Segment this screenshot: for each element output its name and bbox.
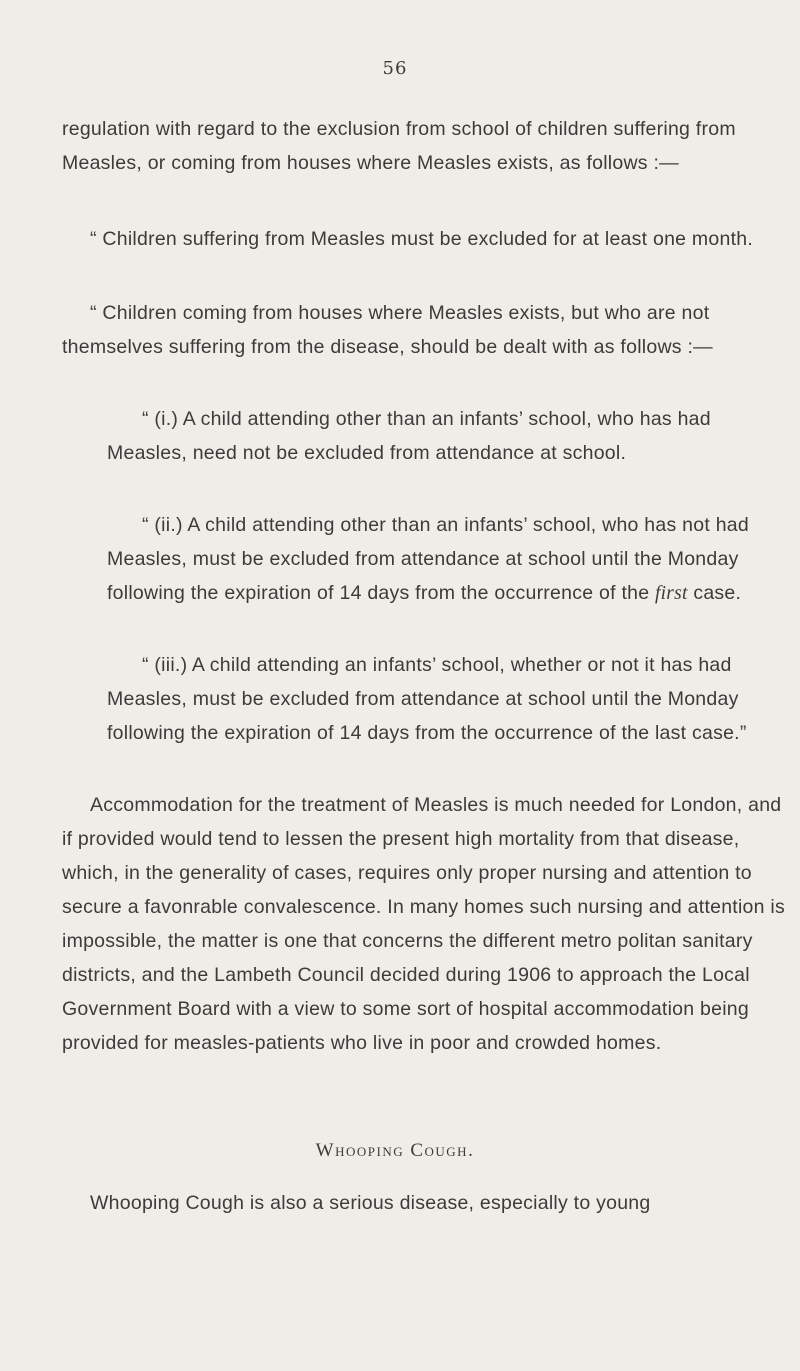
quote-2-text: “ Children coming from houses where Measles exists, but who are not themselves suffering from the disease, should be dealt with as follows :— — [62, 302, 713, 358]
sub-item-1-text: “ (i.) A child attending other than an infants’ school, who has had Measles, need not be excluded from attendance at school. — [107, 408, 711, 464]
sub-item-2-emphasis: first — [654, 583, 688, 604]
quote-1-text: “ Children suffering from Measles must be excluded for at least one month. — [90, 228, 754, 250]
sub-item-2-text — [107, 508, 795, 611]
sub-item-2 — [107, 508, 795, 611]
accommodation-text: Accommodation for the treatment of Measles is much needed for London, and if provided would tend to lessen the present high mortality from that disease, which, in the generality of cases, requires only proper nursing and attention to secure a favonrable convalescence. In many homes such nursing and attention is impossible, the matter is one that concerns the different metro politan sanitary districts, and the Lambeth Council decided during 1906 to approach the Local Government Board with a view to some sort of hospital accommodation being provided for measles-patients who live in poor and crowded homes. — [62, 794, 785, 1054]
sub-item-3-text: “ (iii.) A child attending an infants’ school, whether or not it has had Measles, must be excluded from attendance at school until the Monday following the expiration of 14 days from the occurrence of the last case.” — [107, 654, 747, 744]
quote-paragraph-1 — [62, 222, 795, 256]
intro-paragraph — [62, 112, 795, 180]
sub-item-3 — [107, 648, 795, 750]
sub-item-2-after: case. — [687, 582, 742, 604]
intro-text: regulation with regard to the exclusion from school of children suffering from Measles, or coming from houses where Measles exists, as follows :— — [62, 118, 736, 174]
whooping-paragraph — [62, 1186, 795, 1220]
section-heading: Whooping Cough. — [315, 1140, 475, 1161]
page-number: 56 — [382, 58, 408, 79]
sub-item-1 — [107, 402, 795, 470]
sub-item-2-before: “ (ii.) A child attending other than an infants’ school, who has not had Measles, must be excluded from attendance at school until the Monday following the expiration of 14 days from the occurrence of the — [107, 514, 749, 604]
whooping-text: Whooping Cough is also a serious disease, especially to young — [90, 1192, 651, 1214]
accommodation-paragraph — [62, 788, 795, 1060]
quote-paragraph-2 — [62, 296, 795, 364]
